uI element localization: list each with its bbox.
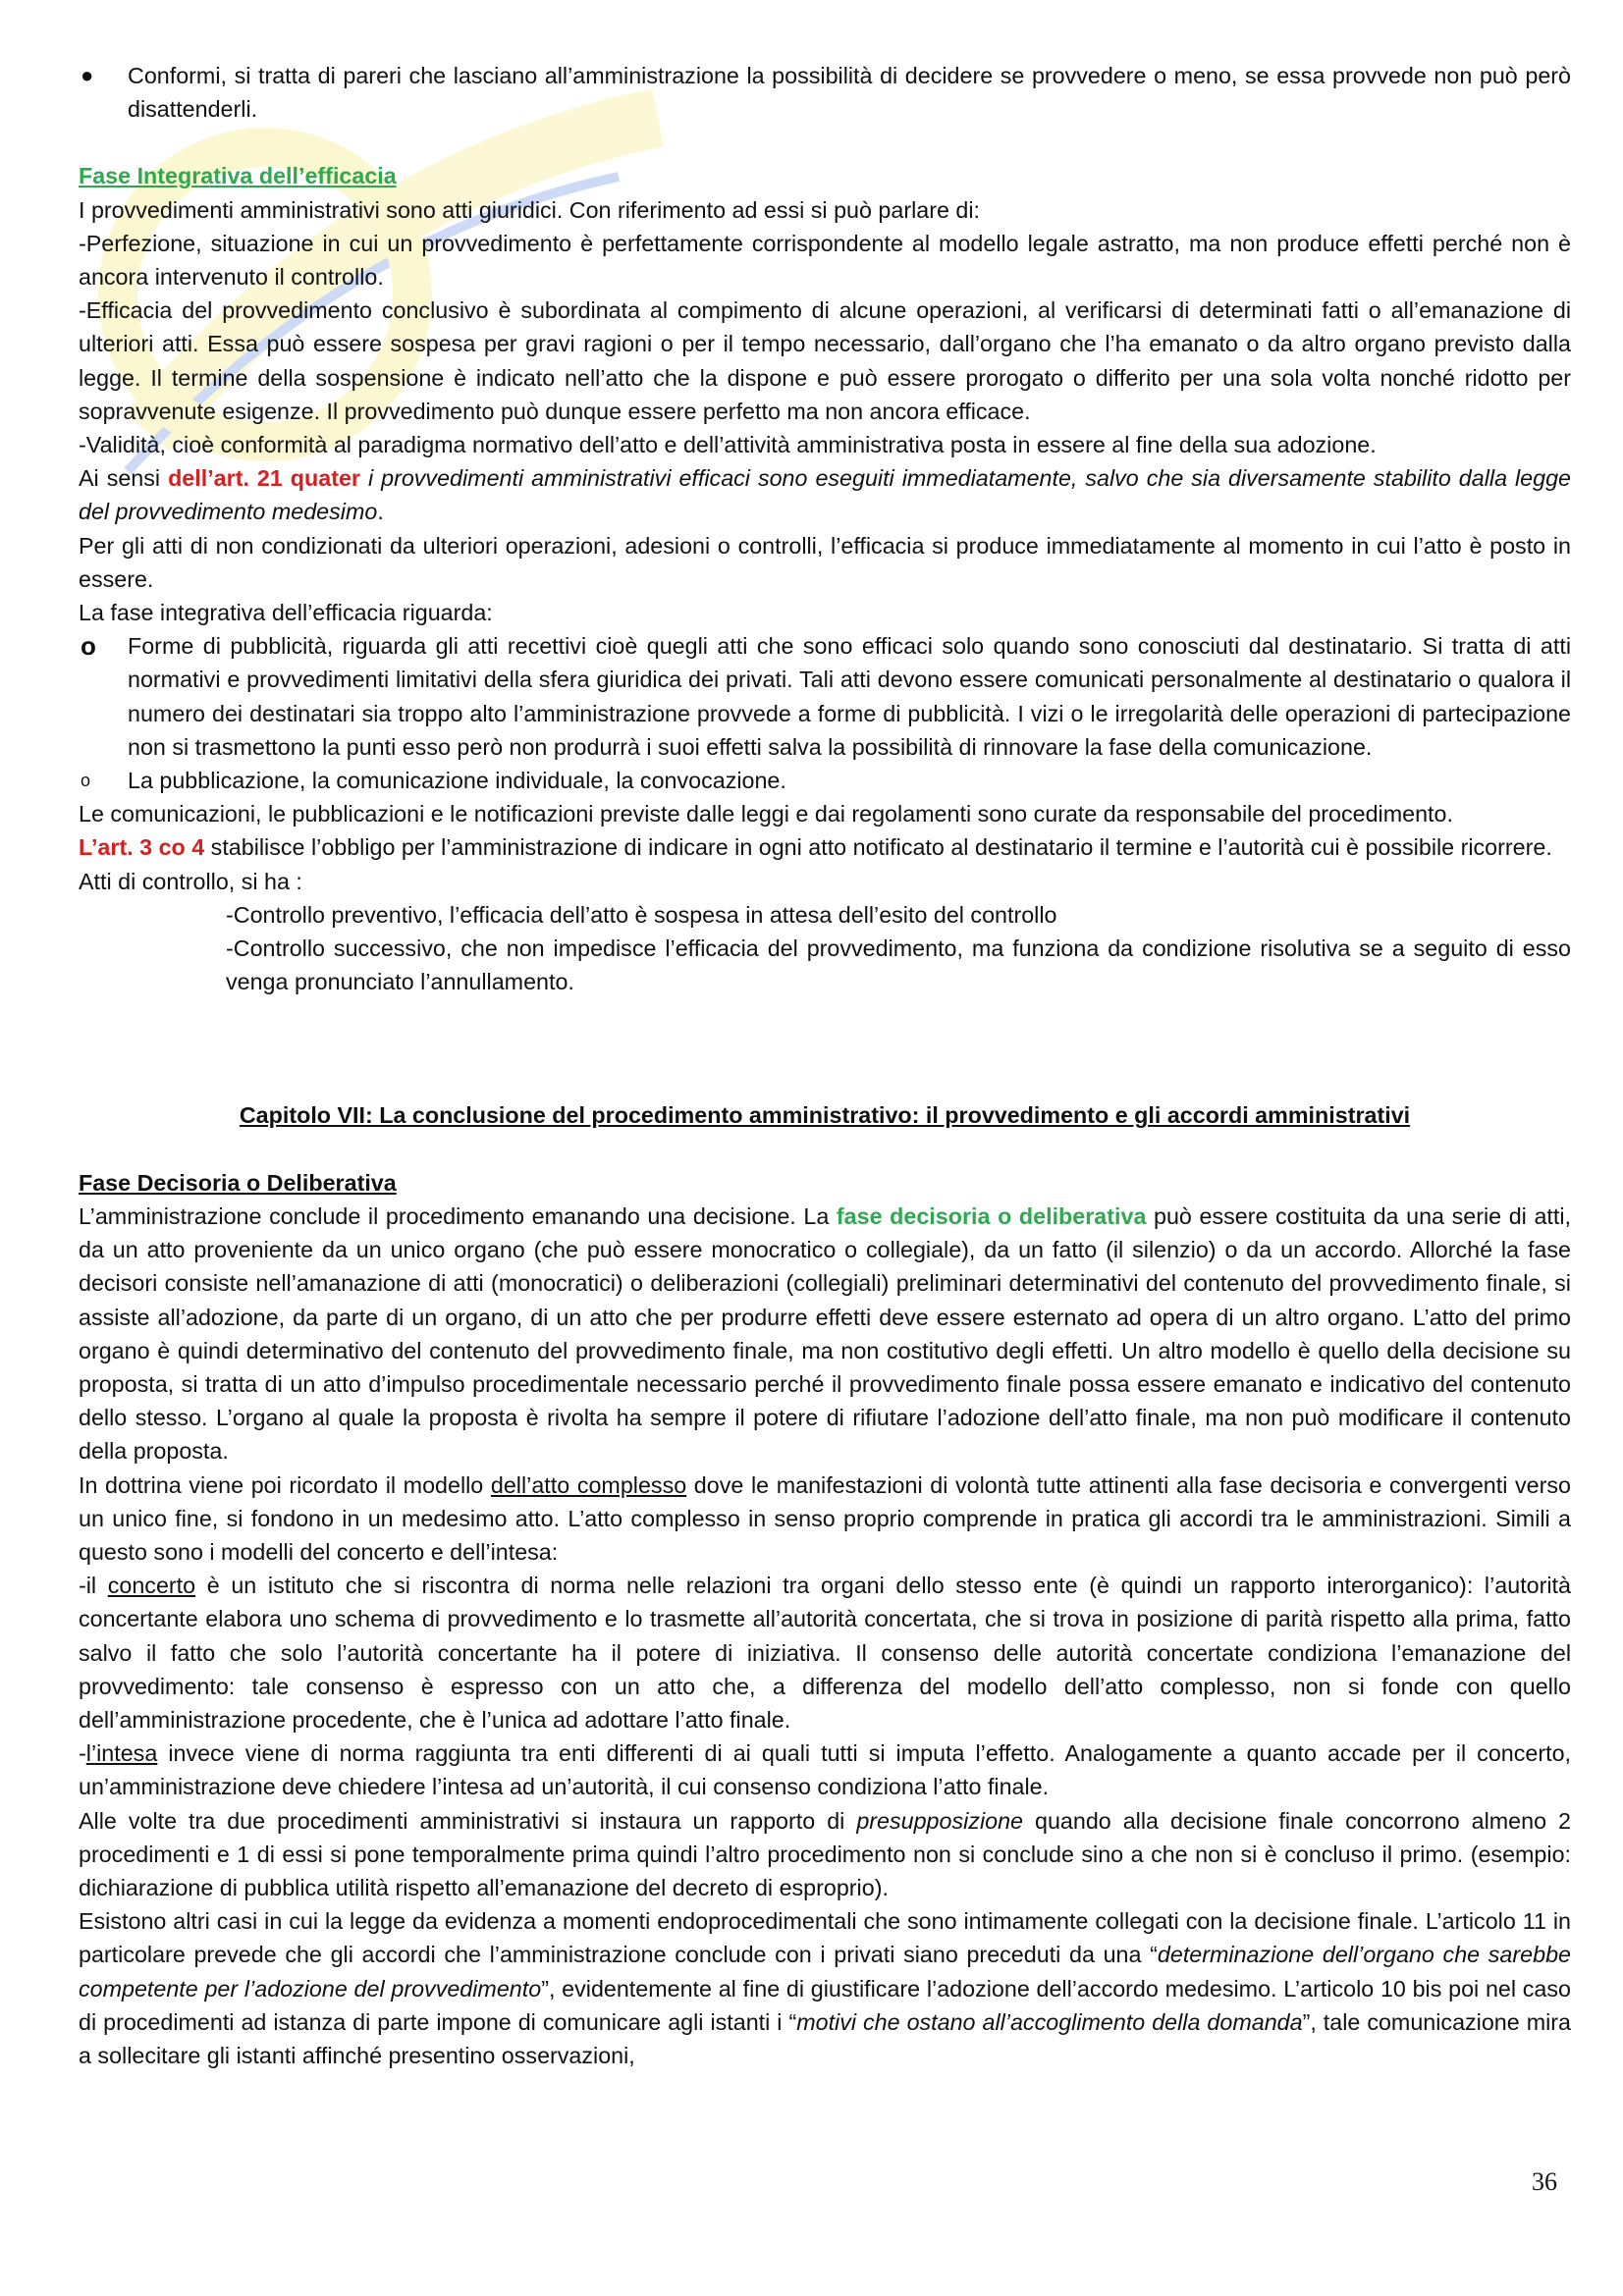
circle-bullet-icon: o [81, 771, 91, 791]
paragraph [79, 1468, 1571, 1570]
bullet-dot-icon: ● [81, 63, 94, 87]
text-span: è un istituto che si riscontra di norma nelle relazioni tra organi dello stesso ente (è quindi un rapporto interorganico): l’autorità concertante elabora uno schema di provvedimento e lo trasmette all’autorità concertata, che si trova in posizione di parità rispetto alla prima, fatto salvo il fatto che solo l’autorità concertante ha il potere di iniziativa. Il consenso delle autorità concertate condiziona l’emanazione del provvedimento: tale consenso è espresso con un atto che, a differenza del modello dell’atto complesso, non si fonde con quello dell’amministrazione procedente, che è l’unica ad adottare l’atto finale. [79, 1573, 1571, 1733]
text-span: ”, evidentemente al fine di giustificare l’adozione dell’accordo medesimo. L’articolo 10 bis poi nel caso di procedimenti ad istanza di parte impone di comunicare agli istanti i “ [79, 1975, 1571, 2035]
top-bullet-text: Conformi, si tratta di pareri che lasciano all’amministrazione la possibilità di decidere se provvedere o meno, se essa provvede non può però disattenderli. [128, 63, 1571, 123]
page-number: 36 [1532, 2167, 1557, 2196]
text-span: Alle volte tra due procedimenti amministrativi si instaura un rapporto di [79, 1807, 857, 1834]
italic-text: presupposizione [856, 1807, 1023, 1834]
paragraph: Per gli atti di non condizionati da ulteriori operazioni, adesioni o controlli, l’efficacia si produce immediatamente al momento in cui l’atto è posto in essere. [79, 532, 1571, 592]
text-span: . [377, 499, 384, 525]
highlight-term: fase decisoria o deliberativa [836, 1202, 1147, 1229]
text-span: In dottrina viene poi ricordato il modello [79, 1471, 491, 1498]
text-span: L’amministrazione conclude il procedimento emanando una decisione. La [79, 1202, 837, 1229]
paragraph: -Efficacia del provvedimento conclusivo è subordinata al compimento di alcune operazioni, al verificarsi di determinati fatti o all’emanazione di ulteriori atti. Essa può essere sospesa per gravi ragioni o per il tempo necessario, dall’organo che l’ha emanato o da altro organo previsto dalla legge. Il termine della sospensione è indicato nell’atto che la dispone e può essere prorogato o differito per una sola volta nonché ridotto per sopravvenute esigenze. Il provvedimento può dunque essere perfetto ma non ancora efficace. [79, 297, 1571, 424]
text-span: ”, tale comunicazione mira a sollecitare gli istanti affinché presentino osservazioni, [79, 2008, 1571, 2068]
text-span: quando alla decisione finale concorrono almeno 2 procedimenti e 1 di essi si pone temporalmente prima quindi l’altro procedimento non si conclude sino a che non si è concluso il primo. (esempio: dichiarazione di pubblica utilità rispetto all’emanazione del decreto di esproprio). [79, 1807, 1571, 1900]
text-span: può essere costituita da una serie di atti, da un atto proveniente da un unico organo (che può essere monocratico o collegiale), da un fatto (il silenzio) o da un accordo. Allorché la fase decisori consiste nell’amanazione di atti (monocratici) o deliberazioni (collegiali) preliminari determinativi del contenuto del provvedimento finale, si assiste all’adozione, da parte di un organo, di un atto che per produrre effetti deve essere esternato ad opera di un altro organo. L’atto del primo organo è quindi determinativo del contenuto del provvedimento finale, ma non costitutivo degli effetti. Un altro modello è quello della decisione su proposta, si tratta di un atto d’impulso procedimentale necessario perché il provvedimento finale possa essere emanato e indicativo del contenuto dello stesso. L’organo al quale la proposta è rivolta ha sempre il potere di rifiutare l’adozione dell’atto finale, ma non può modificare il contenuto della proposta. [79, 1202, 1571, 1465]
paragraph: I provvedimenti amministrativi sono atti giuridici. Con riferimento ad essi si può parlare di: [79, 196, 981, 223]
section-heading-efficacia: Fase Integrativa dell’efficacia [79, 163, 397, 189]
circle-bullet-icon: o [81, 631, 96, 662]
paragraph [79, 1200, 1571, 1468]
paragraph: Atti di controllo, si ha : [79, 868, 302, 894]
list-item [79, 764, 1571, 797]
control-item: -Controllo preventivo, l’efficacia dell’atto è sospesa in attesa dell’esito del controllo [226, 901, 1057, 928]
italic-text: determinazione dell’organo che sarebbe competente per l’adozione del provvedimento [79, 1942, 1571, 2002]
paragraph [79, 461, 1571, 528]
text-span: - [79, 1740, 86, 1767]
paragraph: -Validità, cioè conformità al paradigma normativo dell’atto e dell’attività amministrativa posta in essere al fine della sua adozione. [79, 432, 1377, 458]
section-heading-decisoria: Fase Decisoria o Deliberativa [79, 1169, 397, 1196]
list-item-text: La pubblicazione, la comunicazione individuale, la convocazione. [128, 768, 786, 794]
text-span: -il [79, 1573, 108, 1599]
paragraph [79, 1804, 1571, 1905]
paragraph: -Perfezione, situazione in cui un provvedimento è perfettamente corrispondente al modello legale astratto, ma non produce effetti perché non è ancora intervenuto il controllo. [79, 230, 1571, 291]
text-span: Esistono altri casi in cui la legge da evidenza a momenti endoprocedimentali che sono intimamente collegati con la decisione finale. L’articolo 11 in particolare prevede che gli accordi che l’amministrazione conclude con i privati siano preceduti da una “ [79, 1908, 1571, 1968]
italic-text: motivi che ostano all’accoglimento della domanda [796, 2008, 1303, 2035]
paragraph [79, 1904, 1571, 2072]
chapter-title: Capitolo VII: La conclusione del procedimento amministrativo: il provvedimento e gli accordi amministrativi [239, 1102, 1411, 1129]
text-span: dove le manifestazioni di volontà tutte attinenti alla fase decisoria e convergenti verso un unico fine, si fondono in un medesimo atto. L’atto complesso in senso proprio comprende in pratica gli accordi tra le amministrazioni. Simili a questo sono i modelli del concerto e dell’intesa: [79, 1471, 1571, 1565]
underlined-term: dell’atto complesso [490, 1471, 687, 1498]
list-item [79, 59, 1571, 126]
paragraph: Le comunicazioni, le pubblicazioni e le notificazioni previste dalle leggi e dai regolamenti sono curate da responsabile del procedimento. [79, 801, 1453, 828]
list-item-text: Forme di pubblicità, riguarda gli atti recettivi cioè quegli atti che sono efficaci solo quando sono conosciuti dal destinatario. Si tratta di atti normativi e provvedimenti limitativi della sfera giuridica dei privati. Tali atti devono essere comunicati personalmente al destinatario o qualora il numero dei destinatari sia troppo alto l’amministrazione provvede a forme di pubblicità. I vizi o le irregolarità delle operazioni di partecipazione non si trasmettono la punti esso però non produrrà i suoi effetti salva la possibilità di rinnovare la fase della comunicazione. [128, 633, 1571, 760]
paragraph [79, 1736, 1571, 1803]
paragraph [79, 1569, 1571, 1736]
article-reference: dell’art. 21 quater [168, 465, 360, 492]
underlined-term: concerto [107, 1573, 196, 1599]
control-item: -Controllo successivo, che non impedisce l’efficacia del provvedimento, ma funziona da condizione risolutiva se a seguito di esso venga pronunciato l’annullamento. [226, 935, 1571, 995]
underlined-term: l’intesa [85, 1740, 158, 1767]
article-reference: L’art. 3 co 4 [79, 834, 205, 861]
text-span: invece viene di norma raggiunta tra enti differenti di ai quali tutti si imputa l’effetto. Analogamente a quanto accade per il concerto, un’amministrazione deve chiedere l’intesa ad un’autorità, il cui consenso condiziona l’atto finale. [79, 1740, 1571, 1800]
text-span: Ai sensi [79, 465, 169, 492]
paragraph [79, 830, 1571, 864]
paragraph: La fase integrativa dell’efficacia riguarda: [79, 600, 493, 626]
italic-text: i provvedimenti amministrativi efficaci sono eseguiti immediatamente, salvo che sia diversamente stabilito dalla legge del provvedimento medesimo [79, 465, 1572, 525]
text-span: stabilisce l’obbligo per l’amministrazione di indicare in ogni atto notificato al destinatario il termine e l’autorità cui è possibile ricorrere. [204, 834, 1552, 861]
list-item [79, 629, 1571, 764]
